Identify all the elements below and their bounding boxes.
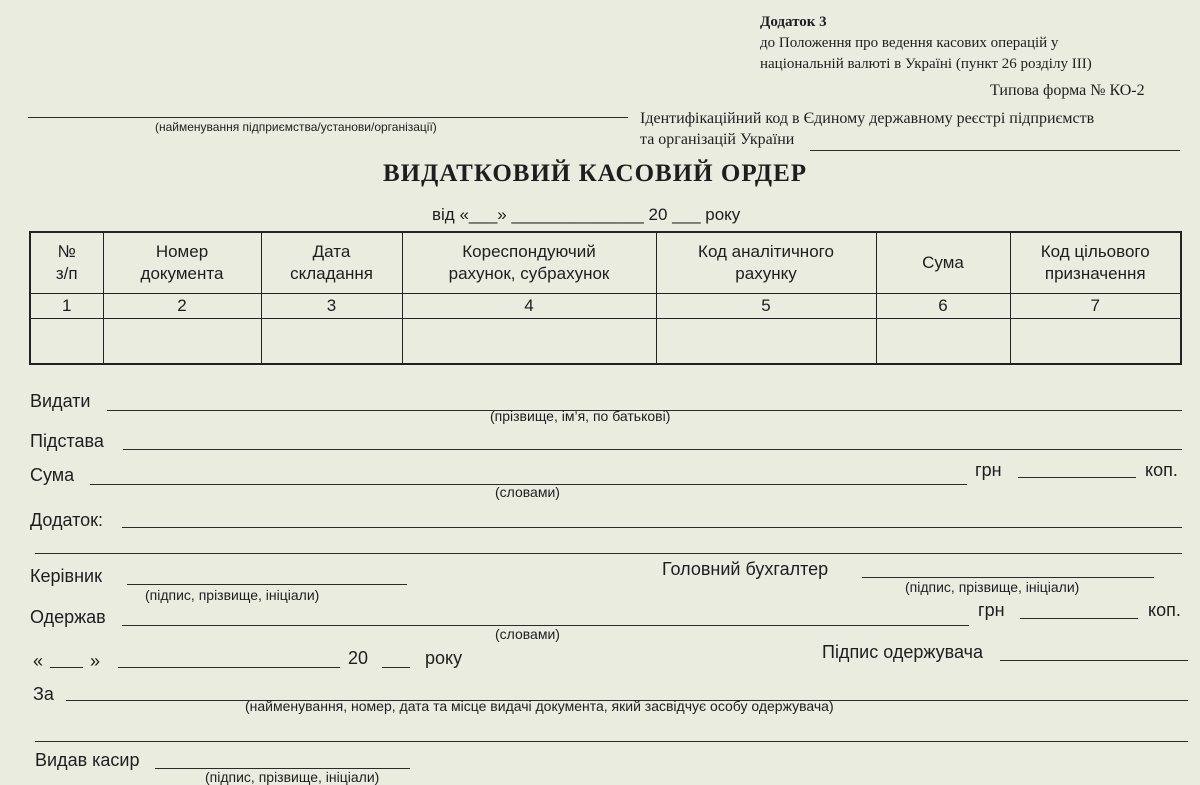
kerivnyk-caption: (підпис, прізвище, ініціали) xyxy=(145,587,320,603)
date-quote-open: « xyxy=(33,651,44,671)
kerivnyk-label: Керівник xyxy=(30,566,102,586)
oderzhav-caption: (словами) xyxy=(495,626,560,642)
order-table xyxy=(29,231,1182,365)
appendix-line-1: до Положення про ведення касових операцій у xyxy=(760,35,1059,51)
kasyr-caption: (підпис, прізвище, ініціали) xyxy=(205,769,380,785)
col-number-7: 7 xyxy=(1010,294,1181,319)
header-col-2: Номер документа xyxy=(103,232,261,294)
bukhhalter-caption: (підпис, прізвище, ініціали) xyxy=(905,579,1080,595)
suma-caption: (словами) xyxy=(495,484,560,500)
oderzhav-kop-label: коп. xyxy=(1148,600,1181,620)
suma-kop-label: коп. xyxy=(1145,460,1178,480)
oderzhav-grn-label: грн xyxy=(978,600,1005,620)
col-number-4: 4 xyxy=(402,294,656,319)
entry-cell-3[interactable] xyxy=(261,319,402,365)
date-month-line[interactable] xyxy=(118,667,340,668)
appendix-title: Додаток 3 xyxy=(760,14,827,30)
suma-kop-line[interactable] xyxy=(1018,477,1136,478)
vydaty-caption: (прізвище, ім’я, по батькові) xyxy=(490,408,671,424)
header-col-4: Кореспондуючий рахунок, субрахунок xyxy=(402,232,656,294)
date-year-line[interactable] xyxy=(382,667,410,668)
col-number-3: 3 xyxy=(261,294,402,319)
pidpys-oderzhuvacha-label: Підпис одержувача xyxy=(822,642,983,662)
entry-cell-1[interactable] xyxy=(30,319,103,365)
za-line-2[interactable] xyxy=(35,741,1188,742)
holovnyi-bukhhalter-label: Головний бухгалтер xyxy=(662,559,829,579)
id-code-line[interactable] xyxy=(810,150,1180,151)
suma-grn-label: грн xyxy=(975,460,1002,480)
entry-cell-7[interactable] xyxy=(1010,319,1181,365)
appendix-line-2: національній валюті в Україні (пункт 26 розділу ІІІ) xyxy=(760,56,1092,72)
za-caption: (найменування, номер, дата та місце видачі документа, який засвідчує особу одержувача) xyxy=(245,698,834,714)
entry-cell-5[interactable] xyxy=(656,319,876,365)
id-code-label-1: Ідентифікаційний код в Єдиному державному реєстрі підприємств xyxy=(640,110,1095,127)
pidstava-label: Підстава xyxy=(30,431,104,451)
oderzhav-label: Одержав xyxy=(30,607,106,627)
pidstava-line[interactable] xyxy=(123,449,1182,450)
header-col-1: № з/п xyxy=(30,232,103,294)
date-roku: року xyxy=(425,648,463,668)
col-number-1: 1 xyxy=(30,294,103,319)
organization-caption: (найменування підприємства/установи/організації) xyxy=(155,120,437,134)
col-number-6: 6 xyxy=(876,294,1010,319)
dodatok-line-1[interactable] xyxy=(122,527,1182,528)
vydav-kasyr-label: Видав касир xyxy=(35,750,140,770)
header-col-5: Код аналітичного рахунку xyxy=(656,232,876,294)
header-col-7: Код цільового призначення xyxy=(1010,232,1181,294)
col-number-2: 2 xyxy=(103,294,261,319)
za-label: За xyxy=(33,684,54,704)
organization-name-line[interactable] xyxy=(28,117,628,118)
date-day-line[interactable] xyxy=(50,667,83,668)
entry-cell-6[interactable] xyxy=(876,319,1010,365)
id-code-label-2: та організацій України xyxy=(640,131,795,148)
col-number-5: 5 xyxy=(656,294,876,319)
bukhhalter-line[interactable] xyxy=(862,577,1154,578)
oderzhav-kop-line[interactable] xyxy=(1020,618,1138,619)
form-type: Типова форма № КО-2 xyxy=(990,82,1145,99)
entry-cell-2[interactable] xyxy=(103,319,261,365)
header-col-3: Дата складання xyxy=(261,232,402,294)
pidpys-oderzhuvacha-line[interactable] xyxy=(1000,660,1188,661)
header-col-6: Сума xyxy=(876,232,1010,294)
date-quote-close: » xyxy=(90,651,101,671)
dodatok-label: Додаток: xyxy=(30,510,104,530)
dodatok-line-2[interactable] xyxy=(35,553,1182,554)
date-line[interactable]: від «___» ______________ 20 ___ року xyxy=(432,205,741,224)
suma-label: Сума xyxy=(30,465,75,485)
kerivnyk-line[interactable] xyxy=(127,584,407,585)
vydaty-label: Видати xyxy=(30,391,91,411)
entry-cell-4[interactable] xyxy=(402,319,656,365)
date-year-prefix: 20 xyxy=(348,648,369,668)
document-title: ВИДАТКОВИЙ КАСОВИЙ ОРДЕР xyxy=(383,160,808,187)
